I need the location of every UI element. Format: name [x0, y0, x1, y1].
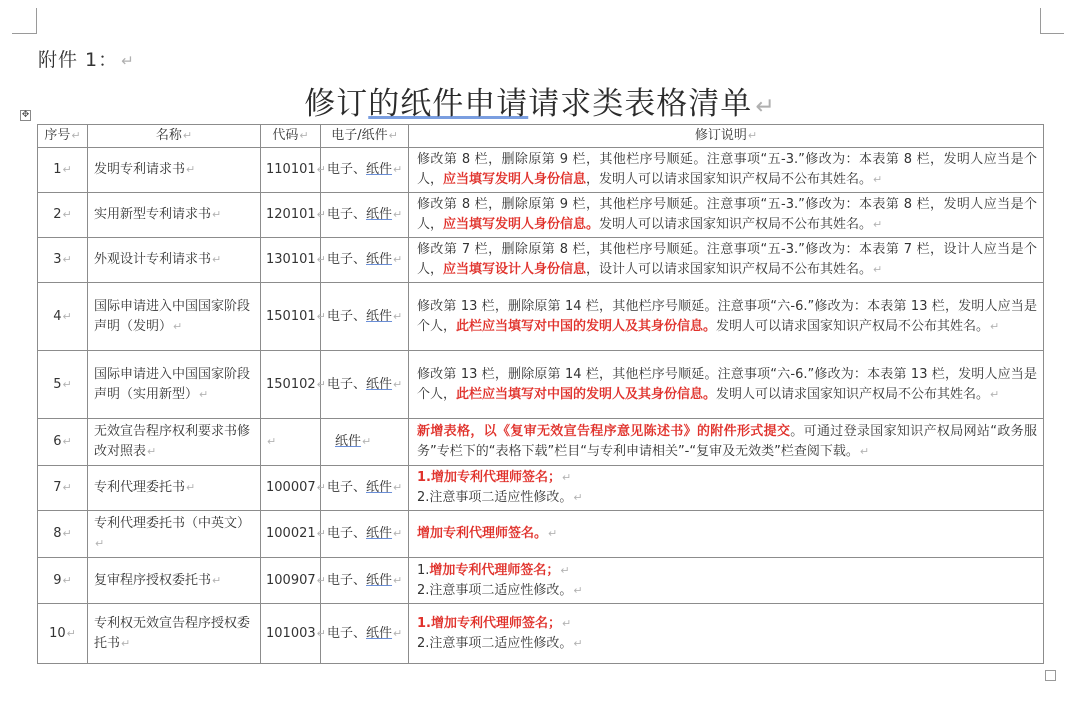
row-number: 2↵: [38, 193, 88, 238]
header-no: 序号↵: [38, 125, 88, 148]
revision-table: [37, 124, 1044, 664]
submission-type: 电子、纸件↵: [321, 466, 409, 511]
revision-description: [409, 148, 1044, 193]
revision-description: [409, 511, 1044, 558]
header-description: 修订说明↵: [409, 125, 1044, 148]
submission-type: 电子、纸件↵: [321, 604, 409, 664]
description-line: 2.注意事项二适应性修改。↵: [417, 490, 583, 505]
row-number: 5↵: [38, 351, 88, 419]
description-line: 新增表格，以《复审无效宣告程序意见陈述书》的附件形式提交。可通过登录国家知识产权局网站“政务服务”专栏下的“表格下载”栏目“与专利申请相关”-“复审及无效类”栏查阅下载。↵: [417, 424, 1037, 459]
table-row: [38, 558, 1044, 604]
row-number: 10↵: [38, 604, 88, 664]
table-row: [38, 511, 1044, 558]
form-name: 专利代理委托书（中英文）↵: [88, 511, 261, 558]
row-number: 8↵: [38, 511, 88, 558]
description-line: 2.注意事项二适应性修改。↵: [417, 635, 583, 651]
header-name: 名称↵: [88, 125, 261, 148]
form-name: 国际申请进入中国国家阶段声明（实用新型）↵: [88, 351, 261, 419]
submission-type: 电子、纸件↵: [321, 351, 409, 419]
crop-mark-top-right-h: [1040, 33, 1064, 34]
form-code: 101003↵: [261, 604, 321, 664]
document-title: 修订的纸件申请请求类表格清单 ↵: [304, 86, 776, 122]
form-code: 100007↵: [261, 466, 321, 511]
table-move-handle-icon[interactable]: ✥: [21, 110, 30, 120]
attachment-label: 附件 1： ↵: [38, 49, 135, 71]
form-code: 100907↵: [261, 558, 321, 604]
submission-type: 电子、纸件↵: [321, 193, 409, 238]
form-name: 专利代理委托书↵: [88, 466, 261, 511]
submission-type: 电子、纸件↵: [321, 511, 409, 558]
row-number: 3↵: [38, 238, 88, 283]
revision-description: [409, 419, 1044, 466]
description-line: 1.增加专利代理师签名；↵: [417, 562, 570, 578]
crop-mark-top-left-v: [36, 8, 37, 34]
form-code: 150102↵: [261, 351, 321, 419]
table-row: [38, 148, 1044, 193]
table-row: [38, 283, 1044, 351]
revision-description: [409, 351, 1044, 419]
description-line: 1.增加专利代理师签名；↵: [417, 615, 572, 631]
crop-mark-top-left-h: [12, 33, 37, 34]
row-number: 6↵: [38, 419, 88, 466]
form-name: 国际申请进入中国国家阶段声明（发明）↵: [88, 283, 261, 351]
description-line: 1.增加专利代理师签名；↵: [417, 470, 572, 485]
table-row: [38, 193, 1044, 238]
form-name: 外观设计专利请求书↵: [88, 238, 261, 283]
table-row: [38, 419, 1044, 466]
revision-description: [409, 604, 1044, 664]
row-number: 9↵: [38, 558, 88, 604]
header-code: 代码↵: [261, 125, 321, 148]
form-name: 无效宣告程序权利要求书修改对照表↵: [88, 419, 261, 466]
form-name: 发明专利请求书↵: [88, 148, 261, 193]
form-code: 150101↵: [261, 283, 321, 351]
form-code: 110101↵: [261, 148, 321, 193]
form-name: 实用新型专利请求书↵: [88, 193, 261, 238]
submission-type: 电子、纸件↵: [321, 558, 409, 604]
description-line: 修改第 13 栏，删除原第 14 栏，其他栏序号顺延。注意事项“六-6.”修改为：本表第 13 栏，发明人应当是个人，此栏应当填写对中国的发明人及其身份信息。发明人可以请求国家知识产权局不公布其姓名。↵: [417, 298, 1037, 334]
revision-description: [409, 466, 1044, 511]
form-code: ↵: [261, 419, 321, 466]
description-line: 增加专利代理师签名。↵: [417, 526, 558, 541]
header-type: 电子/纸件↵: [321, 125, 409, 148]
revision-description: [409, 558, 1044, 604]
row-number: 1↵: [38, 148, 88, 193]
crop-mark-top-right-v: [1040, 8, 1041, 34]
table-resize-handle[interactable]: [1045, 670, 1056, 681]
table-header-row: [38, 125, 1044, 148]
revision-description: [409, 283, 1044, 351]
submission-type: 电子、纸件↵: [321, 238, 409, 283]
submission-type: 电子、纸件↵: [321, 148, 409, 193]
form-code: 100021↵: [261, 511, 321, 558]
form-name: 复审程序授权委托书↵: [88, 558, 261, 604]
submission-type: 电子、纸件↵: [321, 283, 409, 351]
revision-description: [409, 193, 1044, 238]
description-line: 修改第 8 栏，删除原第 9 栏，其他栏序号顺延。注意事项“五-3.”修改为：本表第 8 栏，发明人应当是个人，应当填写发明人身份信息，发明人可以请求国家知识产权局不公布其姓名。↵: [417, 152, 1037, 187]
form-code: 130101↵: [261, 238, 321, 283]
description-line: 修改第 13 栏，删除原第 14 栏，其他栏序号顺延。注意事项“六-6.”修改为：本表第 13 栏，发明人应当是个人，此栏应当填写对中国的发明人及其身份信息。发明人可以请求国家知识产权局不公布其姓名。↵: [417, 366, 1037, 402]
paragraph-mark-icon: ↵: [121, 52, 135, 70]
table-row: [38, 351, 1044, 419]
paragraph-mark-icon: ↵: [755, 93, 776, 120]
row-number: 4↵: [38, 283, 88, 351]
row-number: 7↵: [38, 466, 88, 511]
table-row: [38, 604, 1044, 664]
revision-description: [409, 238, 1044, 283]
description-line: 2.注意事项二适应性修改。↵: [417, 582, 583, 598]
table-row: [38, 238, 1044, 283]
table-row: [38, 466, 1044, 511]
form-name: 专利权无效宣告程序授权委托书↵: [88, 604, 261, 664]
submission-type: 纸件↵: [321, 419, 409, 466]
description-line: 修改第 7 栏，删除原第 8 栏，其他栏序号顺延。注意事项“五-3.”修改为：本表第 7 栏，设计人应当是个人，应当填写设计人身份信息，设计人可以请求国家知识产权局不公布其姓名。↵: [417, 242, 1037, 277]
form-code: 120101↵: [261, 193, 321, 238]
description-line: 修改第 8 栏，删除原第 9 栏，其他栏序号顺延。注意事项“五-3.”修改为：本表第 8 栏，发明人应当是个人，应当填写发明人身份信息。发明人可以请求国家知识产权局不公布其姓名。↵: [417, 197, 1037, 232]
